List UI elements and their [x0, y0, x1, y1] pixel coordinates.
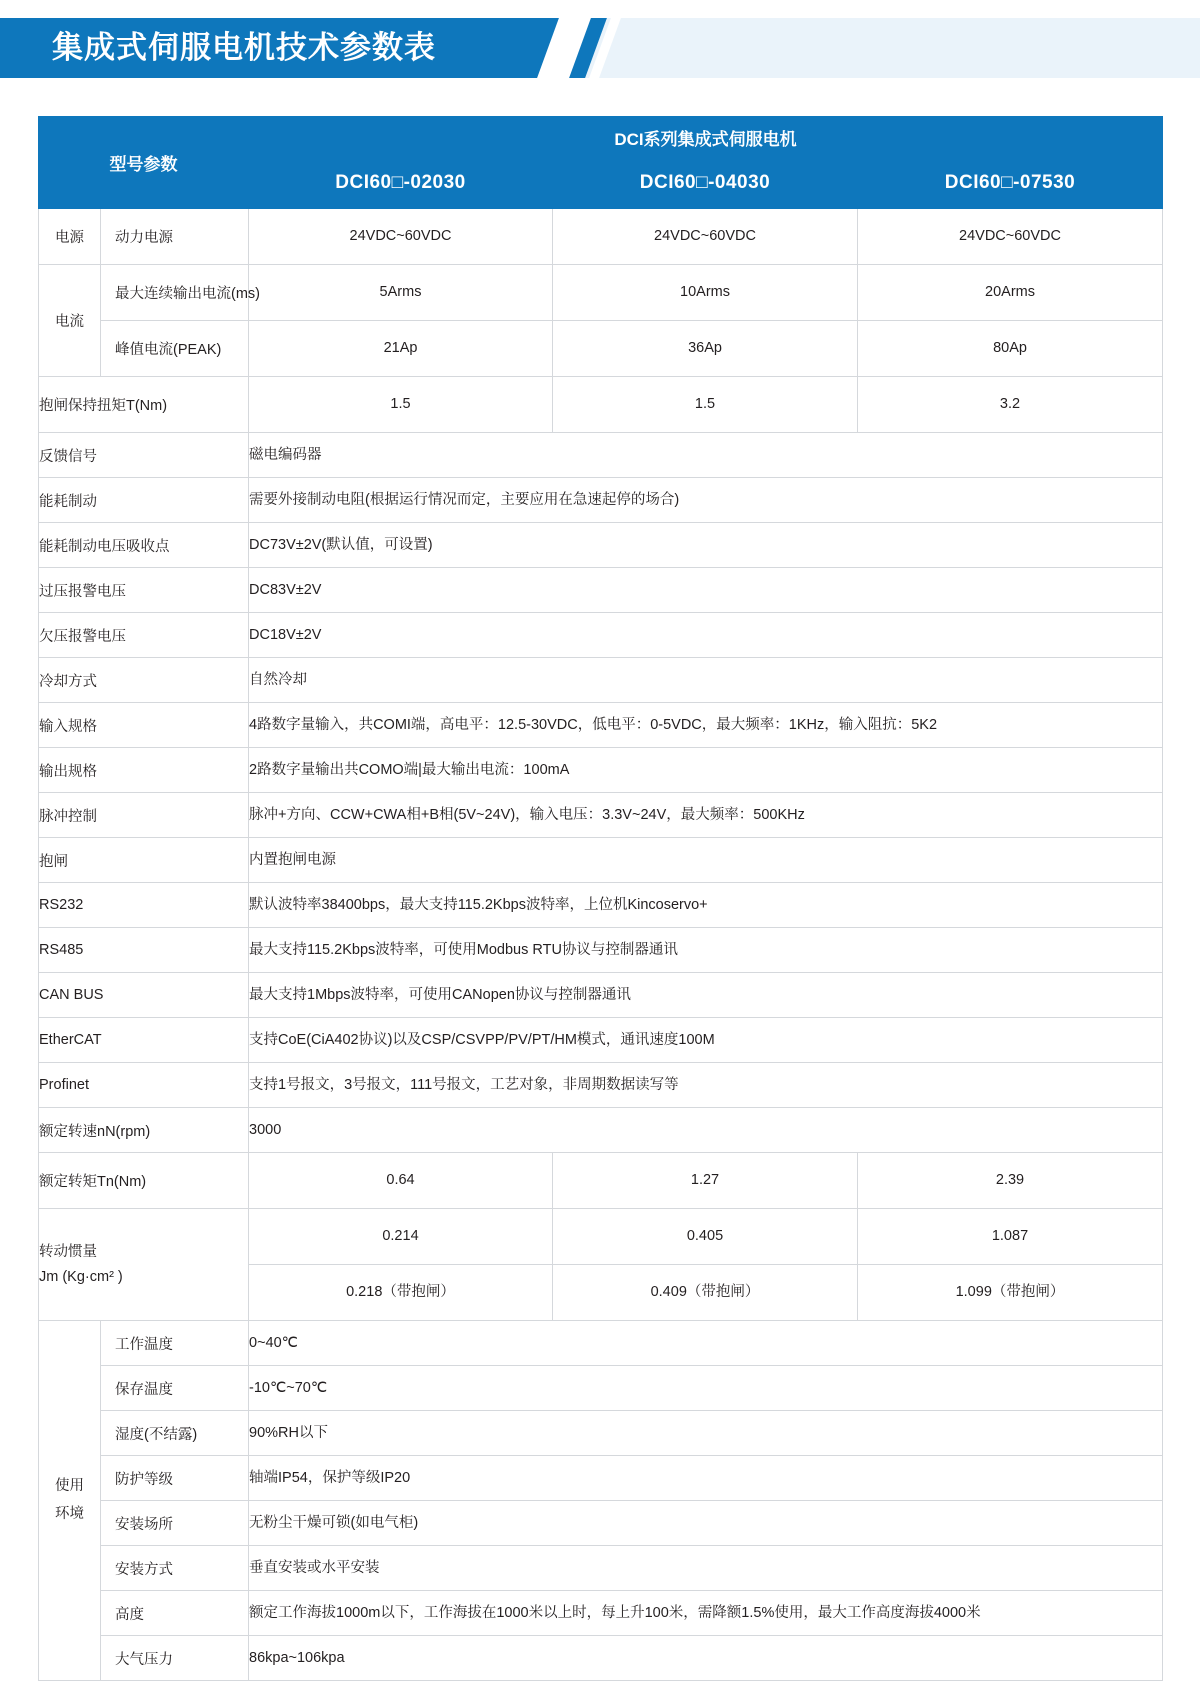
row-group-current: 电流	[39, 265, 101, 377]
row-label-output-spec: 输出规格	[39, 748, 249, 793]
row-label-cooling: 冷却方式	[39, 658, 249, 703]
row-label-inertia	[39, 1209, 249, 1321]
table-row	[39, 1636, 1163, 1681]
inertia-label-line-2: Jm (Kg·cm² )	[39, 1268, 123, 1285]
cell-value: 轴端IP54，保护等级IP20	[249, 1456, 1163, 1501]
cell-value: 4路数字量输入，共COMI端，高电平：12.5-30VDC，低电平：0-5VDC，最大频率：1KHz，输入阻抗：5K2	[249, 703, 1163, 748]
row-label-feedback: 反馈信号	[39, 433, 249, 478]
cell-value: 24VDC~60VDC	[858, 209, 1163, 265]
spec-table	[38, 116, 1163, 1681]
row-label-profinet: Profinet	[39, 1063, 249, 1108]
row-label-brake-torque: 抱闸保持扭矩T(Nm)	[39, 377, 249, 433]
cell-value: 10Arms	[553, 265, 858, 321]
cell-value: 支持CoE(CiA402协议)以及CSP/CSVPP/PV/PT/HM模式，通讯速度100M	[249, 1018, 1163, 1063]
cell-value: 3.2	[858, 377, 1163, 433]
row-label-humidity: 湿度(不结露)	[101, 1411, 249, 1456]
row-label-rated-torque: 额定转矩Tn(Nm)	[39, 1153, 249, 1209]
cell-value: 最大支持1Mbps波特率，可使用CANopen协议与控制器通讯	[249, 973, 1163, 1018]
cell-value: 90%RH以下	[249, 1411, 1163, 1456]
row-label-protection-level: 防护等级	[101, 1456, 249, 1501]
table-row	[39, 1366, 1163, 1411]
row-group-power: 电源	[39, 209, 101, 265]
row-label-install-method: 安装方式	[101, 1546, 249, 1591]
cell-value: 1.5	[553, 377, 858, 433]
table-row	[39, 928, 1163, 973]
table-row	[39, 748, 1163, 793]
table-row	[39, 433, 1163, 478]
table-row	[39, 1501, 1163, 1546]
cell-value: 2.39	[858, 1153, 1163, 1209]
row-label-install-place: 安装场所	[101, 1501, 249, 1546]
cell-value: 24VDC~60VDC	[249, 209, 553, 265]
spec-table-container	[38, 116, 1162, 1681]
model-header-1: DCI60□-02030	[249, 158, 553, 209]
cell-value: 0.214	[249, 1209, 553, 1265]
row-group-environment	[39, 1321, 101, 1681]
model-header-3: DCI60□-07530	[858, 158, 1163, 209]
cell-value: 0~40℃	[249, 1321, 1163, 1366]
row-label-rated-speed: 额定转速nN(rpm)	[39, 1108, 249, 1153]
cell-value: 无粉尘干燥可锁(如电气柜)	[249, 1501, 1163, 1546]
cell-value: 0.409（带抱闸）	[553, 1265, 858, 1321]
row-label-ethercat: EtherCAT	[39, 1018, 249, 1063]
cell-value: 1.5	[249, 377, 553, 433]
table-row	[39, 973, 1163, 1018]
table-row	[39, 658, 1163, 703]
row-label-operating-temp: 工作温度	[101, 1321, 249, 1366]
cell-value: 3000	[249, 1108, 1163, 1153]
row-label-braking-voltage-point: 能耗制动电压吸收点	[39, 523, 249, 568]
table-row	[39, 883, 1163, 928]
cell-value: 最大支持115.2Kbps波特率，可使用Modbus RTU协议与控制器通讯	[249, 928, 1163, 973]
table-row	[39, 478, 1163, 523]
table-row	[39, 838, 1163, 883]
page-header	[0, 0, 1200, 95]
cell-value: 脉冲+方向、CCW+CWA相+B相(5V~24V)，输入电压：3.3V~24V，最大频率：500KHz	[249, 793, 1163, 838]
table-header-row-1	[39, 117, 1163, 158]
cell-value: 86kpa~106kpa	[249, 1636, 1163, 1681]
cell-value: 磁电编码器	[249, 433, 1163, 478]
row-label-storage-temp: 保存温度	[101, 1366, 249, 1411]
cell-value: DC83V±2V	[249, 568, 1163, 613]
row-label-max-cont-current: 最大连续输出电流(ms)	[101, 265, 249, 321]
table-row	[39, 1546, 1163, 1591]
cell-value: 21Ap	[249, 321, 553, 377]
table-row	[39, 1063, 1163, 1108]
table-row	[39, 377, 1163, 433]
cell-value: 自然冷却	[249, 658, 1163, 703]
model-header-2: DCI60□-04030	[553, 158, 858, 209]
table-row	[39, 1153, 1163, 1209]
row-label-dynamic-braking: 能耗制动	[39, 478, 249, 523]
table-row	[39, 1018, 1163, 1063]
cell-value: 需要外接制动电阻(根据运行情况而定，主要应用在急速起停的场合)	[249, 478, 1163, 523]
row-label-brake: 抱闸	[39, 838, 249, 883]
table-row	[39, 523, 1163, 568]
cell-value: 默认波特率38400bps，最大支持115.2Kbps波特率，上位机Kincoservo+	[249, 883, 1163, 928]
cell-value: 36Ap	[553, 321, 858, 377]
table-row	[39, 1411, 1163, 1456]
row-label-input-spec: 输入规格	[39, 703, 249, 748]
table-row	[39, 209, 1163, 265]
table-row	[39, 613, 1163, 658]
cell-value: 垂直安装或水平安装	[249, 1546, 1163, 1591]
table-row	[39, 1321, 1163, 1366]
cell-value: 0.405	[553, 1209, 858, 1265]
cell-value: 80Ap	[858, 321, 1163, 377]
cell-value: DC73V±2V(默认值，可设置)	[249, 523, 1163, 568]
cell-value: DC18V±2V	[249, 613, 1163, 658]
environment-label-line-1: 使用	[55, 1477, 84, 1494]
table-row	[39, 1209, 1163, 1265]
cell-value: 内置抱闸电源	[249, 838, 1163, 883]
cell-value: 支持1号报文，3号报文，111号报文，工艺对象，非周期数据读写等	[249, 1063, 1163, 1108]
environment-label-line-2: 环境	[55, 1505, 84, 1522]
cell-value: 5Arms	[249, 265, 553, 321]
row-label-overvoltage-alarm: 过压报警电压	[39, 568, 249, 613]
table-row	[39, 1456, 1163, 1501]
row-label-altitude: 高度	[101, 1591, 249, 1636]
table-row	[39, 1108, 1163, 1153]
row-label-peak-current: 峰值电流(PEAK)	[101, 321, 249, 377]
inertia-label-line-1: 转动惯量	[39, 1243, 97, 1260]
row-label-undervoltage-alarm: 欠压报警电压	[39, 613, 249, 658]
row-label-canbus: CAN BUS	[39, 973, 249, 1018]
table-row	[39, 793, 1163, 838]
row-label-atmospheric-pressure: 大气压力	[101, 1636, 249, 1681]
page-title: 集成式伺服电机技术参数表	[52, 30, 436, 65]
row-label-rs232: RS232	[39, 883, 249, 928]
cell-value: -10℃~70℃	[249, 1366, 1163, 1411]
table-row	[39, 568, 1163, 613]
cell-value: 24VDC~60VDC	[553, 209, 858, 265]
row-label-rs485: RS485	[39, 928, 249, 973]
cell-value: 20Arms	[858, 265, 1163, 321]
cell-value: 1.087	[858, 1209, 1163, 1265]
cell-value: 0.218（带抱闸）	[249, 1265, 553, 1321]
cell-value: 1.099（带抱闸）	[858, 1265, 1163, 1321]
param-header-cell: 型号参数	[39, 117, 249, 209]
cell-value: 1.27	[553, 1153, 858, 1209]
table-row	[39, 265, 1163, 321]
row-label-pulse-control: 脉冲控制	[39, 793, 249, 838]
cell-value: 0.64	[249, 1153, 553, 1209]
table-row	[39, 1591, 1163, 1636]
row-label-power-supply: 动力电源	[101, 209, 249, 265]
cell-value: 2路数字量输出共COMO端|最大输出电流：100mA	[249, 748, 1163, 793]
series-header-cell: DCI系列集成式伺服电机	[249, 117, 1163, 158]
cell-value: 额定工作海拔1000m以下，工作海拔在1000米以上时，每上升100米，需降额1.5%使用，最大工作高度海拔4000米	[249, 1591, 1163, 1636]
table-row	[39, 321, 1163, 377]
table-row	[39, 703, 1163, 748]
